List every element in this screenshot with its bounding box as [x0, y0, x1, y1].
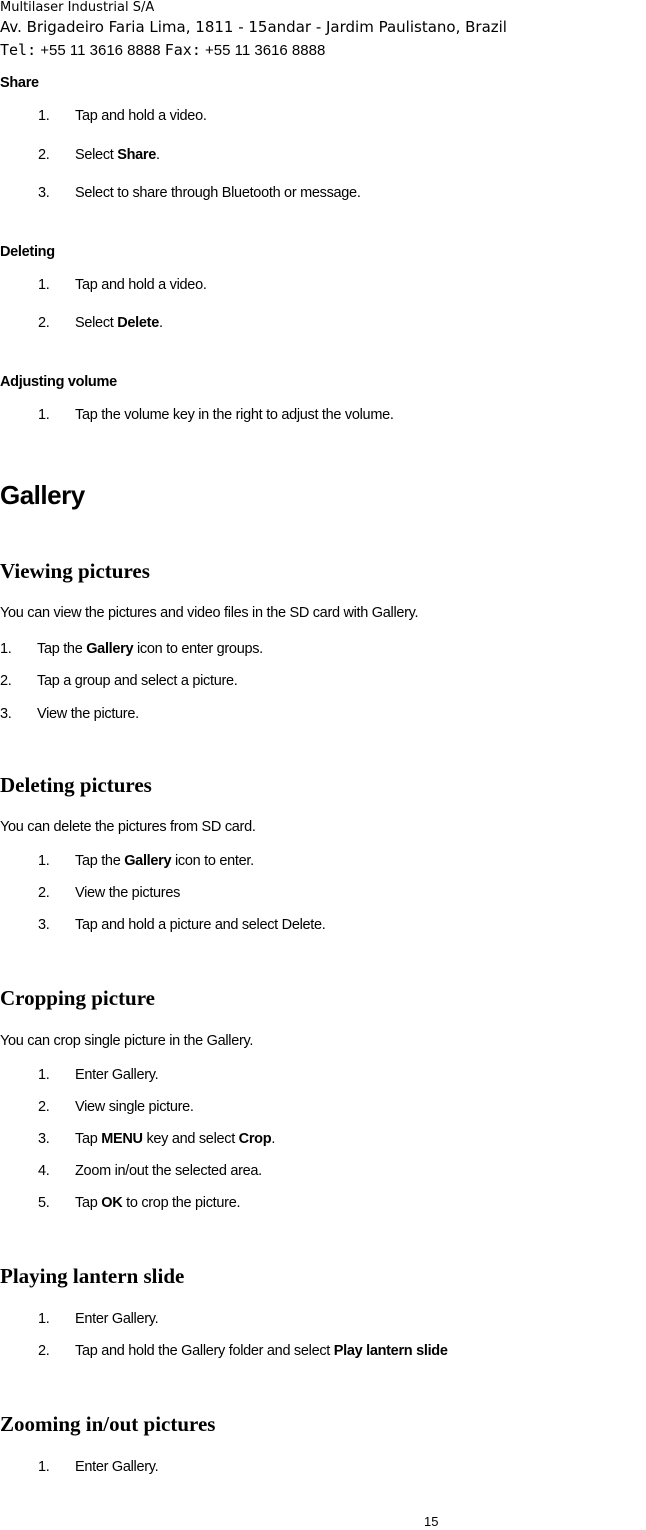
company-name: Multilaser Industrial S/A: [0, 0, 155, 15]
viewing-step-2-number: 2.: [0, 673, 12, 689]
cropping-step-2-number: 2.: [38, 1099, 50, 1115]
page-number: 15: [424, 1514, 439, 1529]
lantern-slide-heading: Playing lantern slide: [0, 1264, 185, 1288]
share-step-3-number: 3.: [38, 185, 50, 201]
viewing-step-2: Tap a group and select a picture.: [37, 673, 238, 689]
cropping-step-1: Enter Gallery.: [75, 1067, 159, 1083]
deleting-pictures-heading: Deleting pictures: [0, 773, 152, 797]
company-address: Av. Brigadeiro Faria Lima, 1811 - 15andar - Jardim Paulistano, Brazil: [0, 18, 507, 36]
cropping-step-4: Zoom in/out the selected area.: [75, 1163, 262, 1179]
deleting-pictures-step-2: View the pictures: [75, 885, 181, 901]
viewing-step-3-number: 3.: [0, 706, 12, 722]
viewing-step-1: Tap the Gallery icon to enter groups.: [37, 641, 263, 657]
fax-value: +55 11 3616 8888: [205, 42, 326, 59]
deleting-video-heading: Deleting: [0, 244, 55, 260]
gallery-title: Gallery: [0, 480, 85, 510]
lantern-step-2: Tap and hold the Gallery folder and select Play lantern slide: [75, 1343, 448, 1359]
cropping-picture-intro: You can crop single picture in the Gallery.: [0, 1033, 254, 1049]
cropping-step-5: Tap OK to crop the picture.: [75, 1195, 241, 1211]
viewing-step-3: View the picture.: [37, 706, 139, 722]
volume-step-1: Tap the volume key in the right to adjust the volume.: [75, 407, 394, 423]
share-step-2-number: 2.: [38, 147, 50, 163]
deleting-pictures-step-1-number: 1.: [38, 853, 50, 869]
deleting-video-step-1: Tap and hold a video.: [75, 277, 207, 293]
lantern-step-2-number: 2.: [38, 1343, 50, 1359]
lantern-step-1: Enter Gallery.: [75, 1311, 159, 1327]
viewing-pictures-intro: You can view the pictures and video files in the SD card with Gallery.: [0, 605, 419, 621]
cropping-step-2: View single picture.: [75, 1099, 194, 1115]
volume-step-1-number: 1.: [38, 407, 50, 423]
share-heading: Share: [0, 75, 39, 91]
cropping-step-3: Tap MENU key and select Crop.: [75, 1131, 276, 1147]
cropping-step-3-number: 3.: [38, 1131, 50, 1147]
zooming-step-1-number: 1.: [38, 1459, 50, 1475]
fax-label: Fax:: [164, 41, 201, 59]
share-step-2: Select Share.: [75, 147, 160, 163]
share-step-1: Tap and hold a video.: [75, 108, 207, 124]
deleting-video-step-2: Select Delete.: [75, 315, 163, 331]
deleting-pictures-intro: You can delete the pictures from SD card.: [0, 819, 256, 835]
deleting-pictures-step-3-number: 3.: [38, 917, 50, 933]
tel-value: +55 11 3616 8888: [40, 42, 161, 59]
share-step-3: Select to share through Bluetooth or message.: [75, 185, 361, 201]
tel-label: Tel:: [0, 41, 37, 59]
volume-heading: Adjusting volume: [0, 374, 117, 390]
deleting-pictures-step-3: Tap and hold a picture and select Delete.: [75, 917, 326, 933]
deleting-pictures-step-1: Tap the Gallery icon to enter.: [75, 853, 254, 869]
lantern-step-1-number: 1.: [38, 1311, 50, 1327]
cropping-step-1-number: 1.: [38, 1067, 50, 1083]
deleting-video-step-2-number: 2.: [38, 315, 50, 331]
zooming-pictures-heading: Zooming in/out pictures: [0, 1412, 216, 1436]
zooming-step-1: Enter Gallery.: [75, 1459, 159, 1475]
company-contact: [0, 41, 325, 60]
cropping-step-4-number: 4.: [38, 1163, 50, 1179]
share-step-1-number: 1.: [38, 108, 50, 124]
deleting-video-step-1-number: 1.: [38, 277, 50, 293]
viewing-pictures-heading: Viewing pictures: [0, 559, 150, 583]
deleting-pictures-step-2-number: 2.: [38, 885, 50, 901]
viewing-step-1-number: 1.: [0, 641, 12, 657]
cropping-picture-heading: Cropping picture: [0, 986, 155, 1010]
cropping-step-5-number: 5.: [38, 1195, 50, 1211]
